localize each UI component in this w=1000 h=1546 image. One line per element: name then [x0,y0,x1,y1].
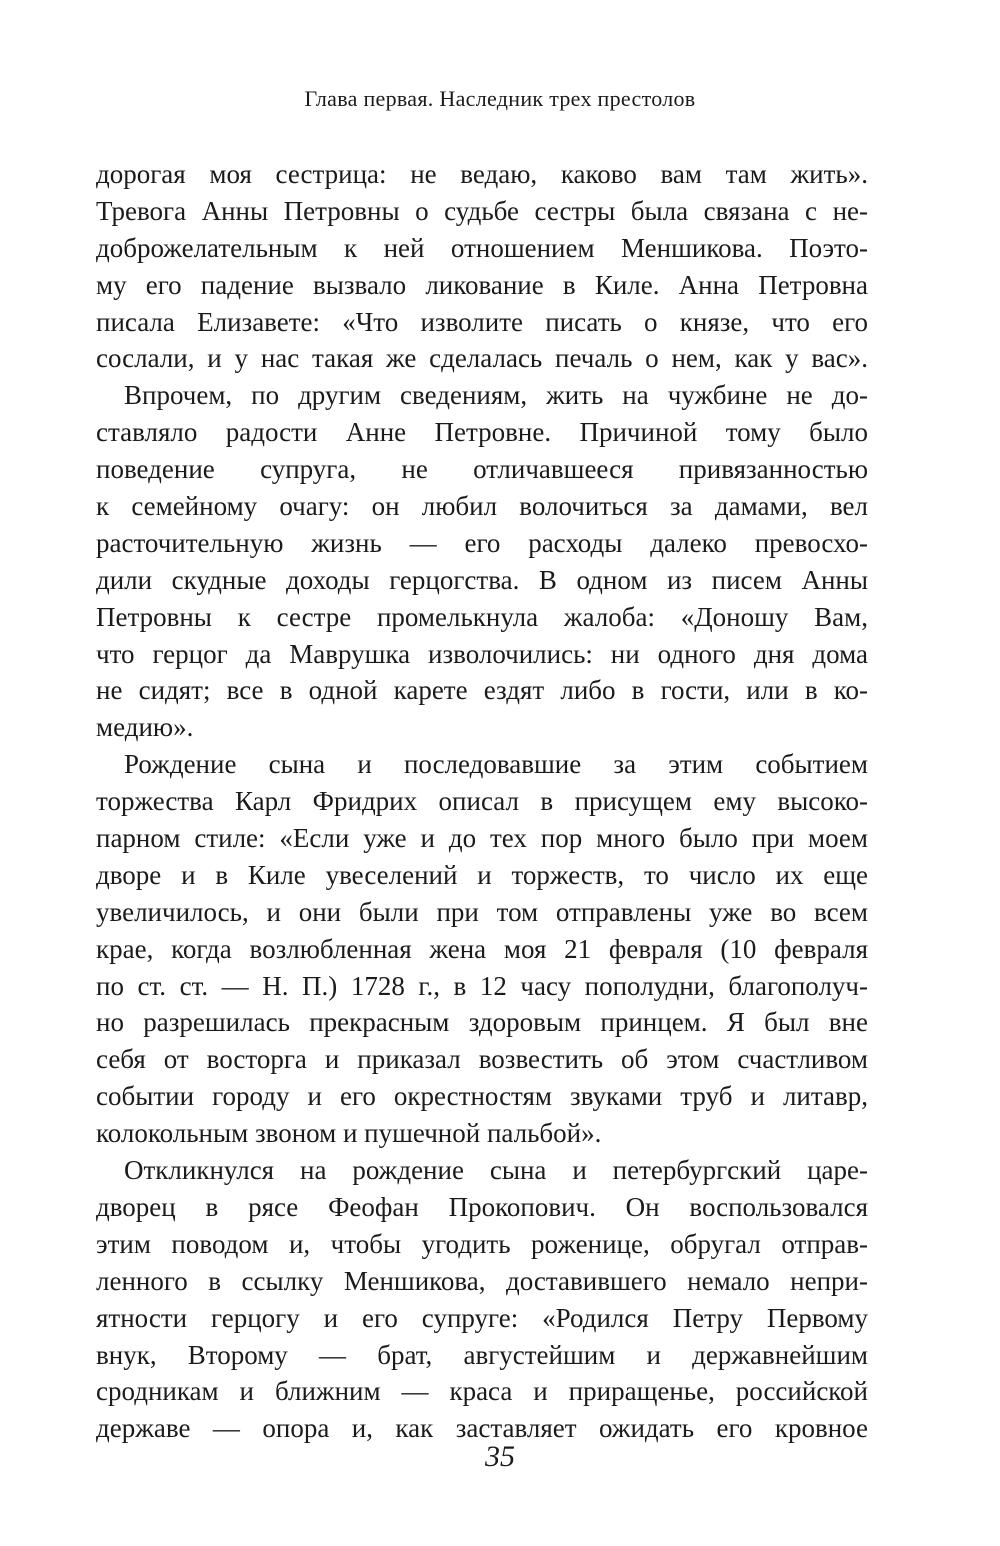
text-line: доброжелательным к ней отношением Меншикова. Поэто- [96,232,868,263]
text-line: поведение супруга, не отличавшееся привязанностью [96,454,868,485]
text-line: но разрешилась прекрасным здоровым принцем. Я был вне [96,1007,868,1038]
text-line: ставляло радости Анне Петровне. Причиной тому было [96,417,868,448]
paragraph-1 [96,156,868,377]
text-line: медию». [96,712,194,743]
text-line: торжества Карл Фридрих описал в присущем ему высоко- [96,786,868,817]
text-line: сродникам и ближним — краса и приращенье, российской [96,1376,868,1407]
paragraph-4 [96,1152,868,1447]
text-line: увеличилось, и они были при том отправлены уже во всем [96,896,868,927]
text-line: колокольным звоном и пушечной пальбой». [96,1118,602,1149]
paragraph-3 [96,746,868,1152]
text-line: Петровны к сестре промелькнула жалоба: «Доношу Вам, [96,601,868,632]
text-line: державе — опора и, как заставляет ожидать его кровное [96,1413,868,1444]
text-line: му его падение вызвало ликование в Киле. Анна Петровна [96,269,868,300]
paragraph-2 [96,377,868,746]
text-line: парном стиле: «Если уже и до тех пор много было при моем [96,823,868,854]
page-number: 35 [485,1440,515,1473]
text-line: ленного в ссылку Меншикова, доставившего немало непри- [96,1265,868,1296]
text-line: Рождение сына и последовавшие за этим событием [124,749,868,780]
text-line: этим поводом и, чтобы угодить роженице, обругал отправ- [96,1228,868,1259]
text-line: писала Елизавете: «Что изволите писать о князе, что его [96,306,868,337]
text-line: дили скудные доходы герцогства. В одном из писем Анны [96,564,868,595]
text-line: сослали, и у нас такая же сделалась печаль о нем, как у вас». [96,343,868,374]
text-line: крае, когда возлюбленная жена моя 21 февраля (10 февраля [96,933,868,964]
running-head: Глава первая. Наследник трех престолов [304,86,696,111]
text-line: что герцог да Маврушка изволочились: ни одного дня дома [96,638,868,669]
text-line: Откликнулся на рождение сына и петербургский царе- [124,1155,868,1186]
text-line: дорогая моя сестрица: не ведаю, каково вам там жить». [96,159,868,189]
text-line: дворе и в Киле увеселений и торжеств, то число их еще [96,859,868,890]
text-line: себя от восторга и приказал возвестить об этом счастливом [96,1044,868,1075]
text-line: внук, Второму — брат, августейшим и державнейшим [96,1339,868,1370]
text-line: дворец в рясе Феофан Прокопович. Он воспользовался [96,1191,868,1222]
body-text [96,156,868,1447]
text-line: событии городу и его окрестностям звуками труб и литавр, [96,1081,868,1112]
text-line: к семейному очагу: он любил волочиться за дамами, вел [96,491,868,522]
text-line: по ст. ст. — Н. П.) 1728 г., в 12 часу пополудни, благополуч- [96,970,868,1001]
text-line: не сидят; все в одной карете ездят либо в гости, или в ко- [96,675,868,706]
text-line: расточительную жизнь — его расходы далеко превосхо- [96,527,868,558]
text-line: Тревога Анны Петровны о судьбе сестры была связана с не- [96,195,868,226]
text-line: Впрочем, по другим сведениям, жить на чужбине не до- [124,380,868,411]
text-line: ятности герцогу и его супруге: «Родился Петру Первому [96,1302,868,1333]
